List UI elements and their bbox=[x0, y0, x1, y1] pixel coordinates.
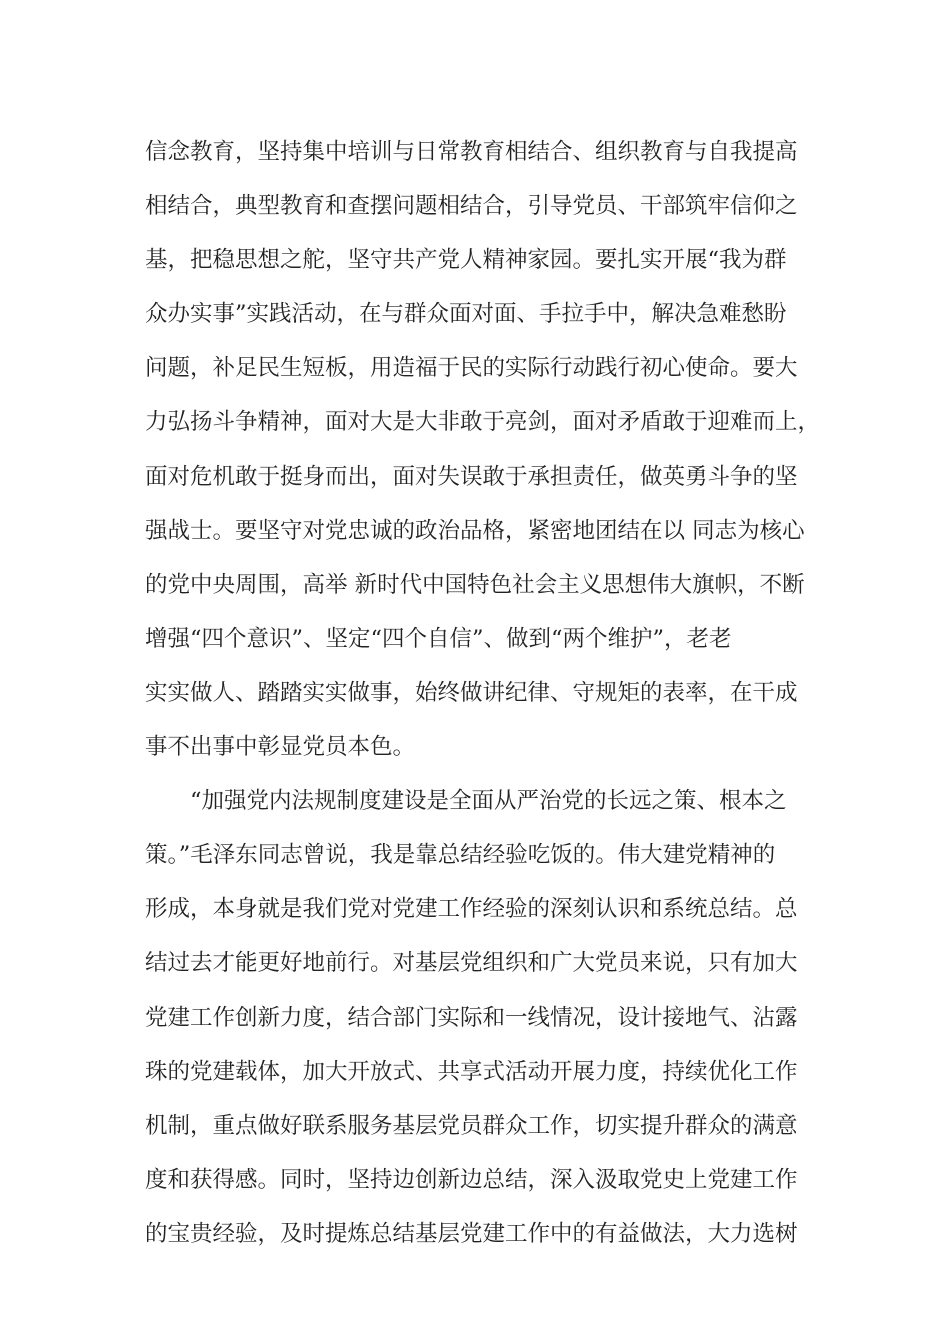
text-line: 的党中央周围，高举 新时代中国特色社会主义思想伟大旗帜，不断 bbox=[145, 571, 805, 598]
text-line: 基，把稳思想之舵，坚守共产党人精神家园。要扎实开展“我为群 bbox=[145, 247, 787, 274]
text-line: 珠的党建载体，加大开放式、共享式活动开展力度，持续优化工作 bbox=[145, 1058, 798, 1085]
text-line: 相结合，典型教育和查摆问题相结合，引导党员、干部筑牢信仰之 bbox=[145, 193, 798, 220]
text-line: 信念教育，坚持集中培训与日常教育相结合、组织教育与自我提高 bbox=[145, 139, 798, 165]
text-line: 策。”毛泽东同志曾说，我是靠总结经验吃饭的。伟大建党精神的 bbox=[145, 842, 776, 869]
text-line: 形成，本身就是我们党对党建工作经验的深刻认识和系统总结。总 bbox=[145, 896, 798, 923]
text-line: 强战士。要坚守对党忠诚的政治品格，紧密地团结在以 同志为核心 bbox=[145, 517, 805, 544]
text-line: 机制，重点做好联系服务基层党员群众工作，切实提升群众的满意 bbox=[145, 1112, 798, 1139]
text-line: 党建工作创新力度，结合部门实际和一线情况，设计接地气、沾露 bbox=[145, 1004, 798, 1031]
text-line: 增强“四个意识”、坚定“四个自信”、做到“两个维护”，老老 bbox=[145, 625, 732, 652]
text-line: 力弘扬斗争精神，面对大是大非敢于亮剑，面对矛盾敢于迎难而上， bbox=[145, 409, 821, 436]
text-line: 众办实事”实践活动，在与群众面对面、手拉手中，解决急难愁盼 bbox=[145, 301, 787, 328]
text-line: “加强党内法规制度建设是全面从严治党的长远之策、根本之 bbox=[145, 788, 787, 815]
text-line: 的宝贵经验，及时提炼总结基层党建工作中的有益做法，大力选树 bbox=[145, 1220, 798, 1247]
text-line: 事不出事中彰显党员本色。 bbox=[145, 734, 416, 761]
text-line: 度和获得感。同时，坚持边创新边总结，深入汲取党史上党建工作 bbox=[145, 1166, 798, 1193]
text-line: 问题，补足民生短板，用造福于民的实际行动践行初心使命。要大 bbox=[145, 355, 798, 382]
text-line: 结过去才能更好地前行。对基层党组织和广大党员来说，只有加大 bbox=[145, 950, 798, 977]
body-text bbox=[145, 125, 821, 1261]
text-line: 实实做人、踏踏实实做事，始终做讲纪律、守规矩的表率，在干成 bbox=[145, 679, 798, 706]
text-line: 面对危机敢于挺身而出，面对失误敢于承担责任，做英勇斗争的坚 bbox=[145, 463, 798, 490]
